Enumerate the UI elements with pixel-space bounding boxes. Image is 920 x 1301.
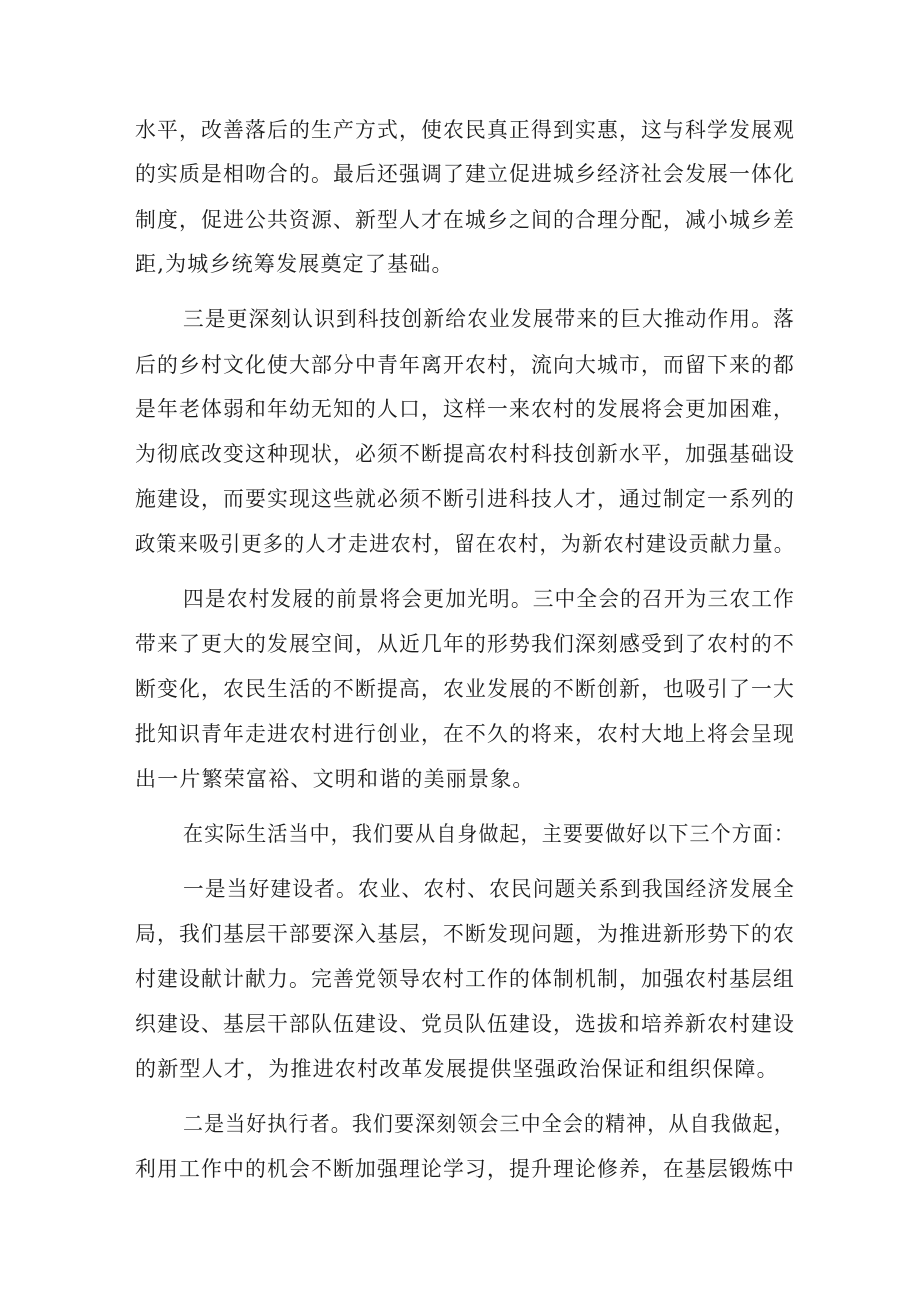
paragraph-2-line-4: 为彻底改变这种现状，必须不断提高农村科技创新水平，加强基础设 xyxy=(135,442,796,466)
paragraph-3-line-3: 断变化，农民生活的不断提高，农业发展的不断创新，也吸引了一大 xyxy=(135,677,796,701)
paragraph-1-line-3: 制度，促进公共资源、新型人才在城乡之间的合理分配，减小城乡差 xyxy=(135,208,796,232)
paragraph-3-line-4: 批知识青年走进农村进行创业，在不久的将来，农村大地上将会呈现 xyxy=(135,722,796,746)
paragraph-1-line-4: 距,为城乡统筹发展奠定了基础。 xyxy=(135,252,454,276)
paragraph-2-line-5: 施建设，而要实现这些就必须不断引进科技人才，通过制定一系列的 xyxy=(135,487,796,511)
paragraph-1-line-2: 的实质是相吻合的。最后还强调了建立促进城乡经济社会发展一体化 xyxy=(135,162,796,186)
paragraph-6-line-1: 二是当好执行者。我们要深刻领会三中全会的精神，从自我做起， xyxy=(183,1112,796,1136)
paragraph-1-line-1: 水平，改善落后的生产方式，使农民真正得到实惠，这与科学发展观 xyxy=(135,118,796,142)
paragraph-2-line-6: 政策来吸引更多的人才走进农村，留在农村，为新农村建设贡献力量。 xyxy=(135,532,795,556)
paragraph-5-line-3: 村建设献计献力。完善党领导农村工作的体制机制，加强农村基层组 xyxy=(135,967,796,991)
paragraph-5-line-5: 的新型人才，为推进农村改革发展提供坚强政治保证和组织保障。 xyxy=(135,1057,779,1081)
paragraph-3-line-1: 四是农村发屐的前景将会更加光明。三中全会的召开为三农工作 xyxy=(183,587,795,611)
paragraph-5-line-4: 织建设、基层干部队伍建设、党员队伍建设，选拔和培养新农村建设 xyxy=(135,1012,796,1036)
paragraph-5-line-1: 一是当好建设者。农业、农村、农民问题关系到我国经济发展全 xyxy=(183,877,795,901)
paragraph-5-line-2: 局，我们基层干部要深入基层，不断发现问题，为推进新形势下的农 xyxy=(135,922,796,946)
paragraph-2-line-1: 三是更深刻认识到科技创新给农业发展带来的巨大推动作用。落 xyxy=(183,307,795,331)
paragraph-2-line-2: 后的乡村文化使大部分中青年离开农村，流向大城市，而留下来的都 xyxy=(135,353,796,377)
paragraph-3-line-2: 带来了更大的发展空间，从近几年的形势我们深刻感受到了农村的不 xyxy=(135,632,796,656)
paragraph-6-line-2: 利用工作中的机会不断加强理论学习，提升理论修养，在基层锻炼中 xyxy=(135,1157,796,1181)
paragraph-3-line-5: 出一片繁荣富裕、文明和谐的美丽景象。 xyxy=(135,767,535,791)
paragraph-4-line-1: 在实际生活当中，我们要从自身做起，主要要做好以下三个方面： xyxy=(183,822,796,846)
paragraph-2-line-3: 是年老体弱和年幼无知的人口，这样一来农村的发展将会更加困难， xyxy=(135,397,796,421)
